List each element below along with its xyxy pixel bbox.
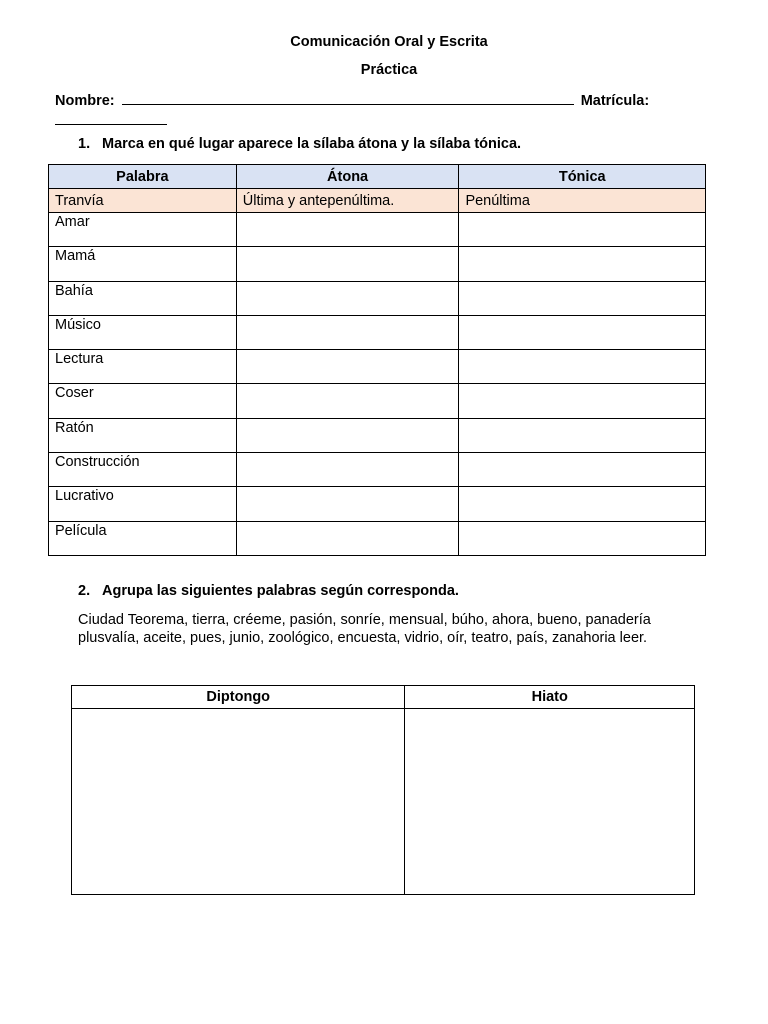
tonica-answer-cell[interactable]: [459, 247, 706, 281]
atona-answer-cell[interactable]: [236, 487, 459, 521]
atona-answer-cell[interactable]: [236, 521, 459, 555]
word-list-line-2: plusvalía, aceite, pues, junio, zoológico, encuesta, vidrio, oír, teatro, país, zanahoria leer.: [78, 630, 648, 646]
atona-answer-cell[interactable]: [236, 384, 459, 418]
question-2-text: Agrupa las siguientes palabras según corresponda.: [102, 583, 459, 599]
word-cell: Película: [49, 521, 237, 555]
diptongo-answer-cell[interactable]: [72, 709, 405, 895]
word-row: [49, 418, 706, 452]
matricula-label: Matrícula:: [580, 93, 650, 109]
word-list: [78, 611, 718, 647]
name-blank-line[interactable]: [122, 90, 574, 105]
tonica-answer-cell[interactable]: [459, 487, 706, 521]
word-row: [49, 213, 706, 247]
grouping-table-answer-row: [72, 709, 695, 895]
example-atona: Última y antepenúltima.: [236, 189, 459, 213]
question-2-heading: [78, 583, 459, 599]
tonica-answer-cell[interactable]: [459, 521, 706, 555]
question-1-heading: [78, 136, 521, 152]
header-hiato: Hiato: [405, 686, 695, 709]
header-atona: Átona: [236, 165, 459, 189]
name-row: [55, 90, 649, 109]
word-row: [49, 453, 706, 487]
grouping-table: [71, 685, 695, 895]
word-row: [49, 281, 706, 315]
word-row: [49, 350, 706, 384]
word-cell: Construcción: [49, 453, 237, 487]
word-cell: Músico: [49, 315, 237, 349]
tonica-answer-cell[interactable]: [459, 213, 706, 247]
example-tonica: Penúltima: [459, 189, 706, 213]
word-row: [49, 487, 706, 521]
word-cell: Amar: [49, 213, 237, 247]
question-1-text: Marca en qué lugar aparece la sílaba átona y la sílaba tónica.: [102, 136, 522, 152]
header-tonica: Tónica: [459, 165, 706, 189]
word-row: [49, 521, 706, 555]
word-cell: Lucrativo: [49, 487, 237, 521]
document-subtitle: Práctica: [360, 62, 418, 78]
document-title: Comunicación Oral y Escrita: [290, 34, 488, 50]
tonica-answer-cell[interactable]: [459, 281, 706, 315]
header-diptongo: Diptongo: [72, 686, 405, 709]
atona-answer-cell[interactable]: [236, 213, 459, 247]
word-cell: Coser: [49, 384, 237, 418]
atona-answer-cell[interactable]: [236, 315, 459, 349]
tonica-answer-cell[interactable]: [459, 315, 706, 349]
syllable-table-header-row: [49, 165, 706, 189]
word-row: [49, 384, 706, 418]
tonica-answer-cell[interactable]: [459, 453, 706, 487]
example-row: [49, 189, 706, 213]
tonica-answer-cell[interactable]: [459, 418, 706, 452]
name-label: Nombre:: [55, 93, 115, 109]
matricula-blank-row: [55, 110, 167, 129]
atona-answer-cell[interactable]: [236, 418, 459, 452]
hiato-answer-cell[interactable]: [405, 709, 695, 895]
syllable-table: [48, 164, 706, 556]
word-cell: Ratón: [49, 418, 237, 452]
matricula-blank-line[interactable]: [55, 110, 167, 125]
atona-answer-cell[interactable]: [236, 453, 459, 487]
word-row: [49, 247, 706, 281]
atona-answer-cell[interactable]: [236, 247, 459, 281]
question-2-number: 2.: [78, 583, 91, 599]
word-list-line-1: Ciudad Teorema, tierra, créeme, pasión, sonríe, mensual, búho, ahora, bueno, panadería: [78, 612, 651, 628]
word-cell: Lectura: [49, 350, 237, 384]
example-word: Tranvía: [49, 189, 237, 213]
atona-answer-cell[interactable]: [236, 350, 459, 384]
word-cell: Bahía: [49, 281, 237, 315]
word-cell: Mamá: [49, 247, 237, 281]
atona-answer-cell[interactable]: [236, 281, 459, 315]
grouping-table-header-row: [72, 686, 695, 709]
tonica-answer-cell[interactable]: [459, 384, 706, 418]
question-1-number: 1.: [78, 136, 91, 152]
word-row: [49, 315, 706, 349]
header-palabra: Palabra: [49, 165, 237, 189]
tonica-answer-cell[interactable]: [459, 350, 706, 384]
